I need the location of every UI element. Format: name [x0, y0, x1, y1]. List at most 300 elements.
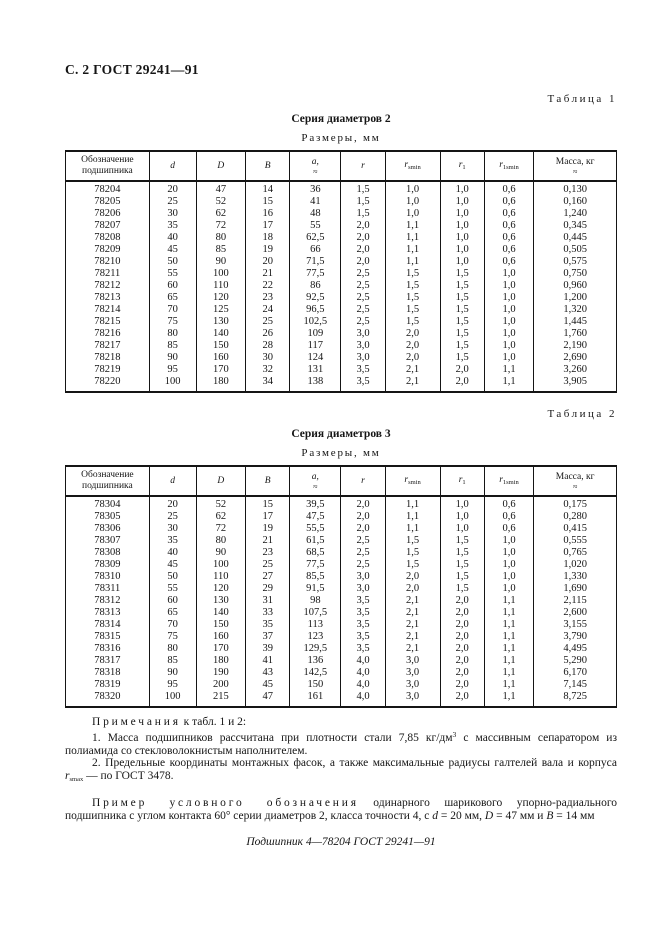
table-cell: 200: [196, 679, 246, 691]
table-cell: 75: [149, 631, 196, 643]
table-row: [66, 496, 617, 511]
table-cell: 1,5: [385, 268, 440, 280]
col-mass: Масса, кг ≈: [534, 151, 617, 181]
col-d: d: [149, 151, 196, 181]
table-cell: 66: [290, 244, 341, 256]
table-cell: 78314: [66, 619, 150, 631]
table-cell: 78209: [66, 244, 150, 256]
table1: [65, 150, 617, 393]
table-cell: 1,0: [440, 208, 484, 220]
table-cell: 170: [196, 643, 246, 655]
table-cell: 100: [149, 376, 196, 392]
table-cell: 0,6: [484, 208, 534, 220]
table-cell: 23: [246, 547, 290, 559]
table-cell: 78216: [66, 328, 150, 340]
table-cell: 0,280: [534, 511, 617, 523]
table-cell: 2,0: [385, 571, 440, 583]
table-row: [66, 256, 617, 268]
table-cell: 92,5: [290, 292, 341, 304]
table-cell: 98: [290, 595, 341, 607]
table-cell: 2,5: [341, 535, 385, 547]
table-cell: 78219: [66, 364, 150, 376]
table-cell: 2,1: [385, 595, 440, 607]
table-cell: 90: [149, 667, 196, 679]
table-cell: 1,0: [440, 220, 484, 232]
table-cell: 96,5: [290, 304, 341, 316]
table-cell: 77,5: [290, 268, 341, 280]
table-cell: 45: [149, 559, 196, 571]
table-cell: 1,0: [484, 535, 534, 547]
table-cell: 102,5: [290, 316, 341, 328]
table-cell: 25: [246, 559, 290, 571]
table-cell: 3,5: [341, 364, 385, 376]
col-r-smin: $r_{smin}$: [385, 151, 440, 181]
table-cell: 91,5: [290, 583, 341, 595]
table-cell: 1,0: [484, 292, 534, 304]
table-cell: 2,0: [341, 232, 385, 244]
table-cell: 1,760: [534, 328, 617, 340]
table-cell: 160: [196, 631, 246, 643]
table-row: [66, 244, 617, 256]
table-cell: 3,5: [341, 607, 385, 619]
table1-header: [66, 151, 617, 181]
table-cell: 1,0: [484, 340, 534, 352]
table-cell: 0,6: [484, 256, 534, 268]
table-cell: 1,5: [440, 571, 484, 583]
bearing-designation: Подшипник 4—78204 ГОСТ 29241—91: [246, 836, 436, 849]
table-row: [66, 607, 617, 619]
table-cell: 35: [246, 619, 290, 631]
table-cell: 0,960: [534, 280, 617, 292]
table-cell: 78208: [66, 232, 150, 244]
table-cell: 78204: [66, 181, 150, 196]
table-cell: 2,0: [341, 523, 385, 535]
table-cell: 78212: [66, 280, 150, 292]
table1-subtitle: Размеры, мм: [301, 132, 381, 144]
page-header: С. 2 ГОСТ 29241—91: [65, 62, 199, 77]
table-cell: 0,6: [484, 511, 534, 523]
table-cell: 180: [196, 655, 246, 667]
table-cell: 2,0: [440, 691, 484, 707]
table-cell: 100: [149, 691, 196, 707]
table-cell: 0,6: [484, 496, 534, 511]
table-row: [66, 559, 617, 571]
table-cell: 3,5: [341, 376, 385, 392]
table-cell: 7,145: [534, 679, 617, 691]
table-cell: 95: [149, 364, 196, 376]
table-cell: 3,790: [534, 631, 617, 643]
table-cell: 1,5: [440, 328, 484, 340]
table-cell: 47,5: [290, 511, 341, 523]
table-cell: 1,330: [534, 571, 617, 583]
table-cell: 3,260: [534, 364, 617, 376]
table-cell: 72: [196, 220, 246, 232]
table-cell: 0,575: [534, 256, 617, 268]
table-row: [66, 181, 617, 196]
table-row: [66, 679, 617, 691]
table-cell: 1,5: [385, 547, 440, 559]
table-cell: 47: [246, 691, 290, 707]
table-cell: 65: [149, 292, 196, 304]
table-cell: 0,6: [484, 181, 534, 196]
table-cell: 1,0: [440, 181, 484, 196]
table-cell: 62: [196, 511, 246, 523]
table-cell: 0,445: [534, 232, 617, 244]
table-cell: 2,0: [385, 583, 440, 595]
table-cell: 150: [196, 340, 246, 352]
table-cell: 85: [196, 244, 246, 256]
col-designation: Обозначение подшипника: [66, 466, 150, 496]
table-cell: 1,5: [440, 547, 484, 559]
table-cell: 45: [246, 679, 290, 691]
table-cell: 3,0: [385, 691, 440, 707]
table-cell: 0,415: [534, 523, 617, 535]
table-cell: 78305: [66, 511, 150, 523]
table-cell: 2,0: [341, 496, 385, 511]
col-r: r: [341, 151, 385, 181]
table-cell: 161: [290, 691, 341, 707]
table-cell: 14: [246, 181, 290, 196]
table-cell: 90: [196, 547, 246, 559]
table-row: [66, 547, 617, 559]
table-cell: 1,0: [440, 496, 484, 511]
table-cell: 4,0: [341, 691, 385, 707]
table-cell: 1,0: [440, 196, 484, 208]
table-cell: 35: [149, 220, 196, 232]
table-cell: 39,5: [290, 496, 341, 511]
table-cell: 32: [246, 364, 290, 376]
table-cell: 2,0: [440, 595, 484, 607]
table-cell: 50: [149, 256, 196, 268]
table-cell: 19: [246, 244, 290, 256]
table-cell: 1,5: [440, 340, 484, 352]
table-cell: 180: [196, 376, 246, 392]
table-cell: 2,600: [534, 607, 617, 619]
table-cell: 1,5: [440, 583, 484, 595]
table-cell: 80: [149, 328, 196, 340]
table-cell: 78313: [66, 607, 150, 619]
table-cell: 140: [196, 328, 246, 340]
table-cell: 24: [246, 304, 290, 316]
table-cell: 60: [149, 595, 196, 607]
table-cell: 80: [149, 643, 196, 655]
table-cell: 123: [290, 631, 341, 643]
table-cell: 1,0: [484, 583, 534, 595]
table-cell: 4,0: [341, 667, 385, 679]
table-cell: 78304: [66, 496, 150, 511]
table-cell: 1,5: [440, 316, 484, 328]
table-cell: 0,505: [534, 244, 617, 256]
col-r: r: [341, 466, 385, 496]
table-cell: 3,0: [341, 340, 385, 352]
col-a: a, ≈: [290, 466, 341, 496]
table-cell: 1,1: [484, 364, 534, 376]
table-cell: 0,6: [484, 244, 534, 256]
table-cell: 27: [246, 571, 290, 583]
table-cell: 3,0: [341, 328, 385, 340]
table-cell: 1,5: [440, 535, 484, 547]
table-cell: 43: [246, 667, 290, 679]
table-cell: 1,5: [385, 280, 440, 292]
table-cell: 78211: [66, 268, 150, 280]
table-cell: 29: [246, 583, 290, 595]
notes-section: [65, 716, 617, 787]
table-cell: 2,1: [385, 643, 440, 655]
table-cell: 129,5: [290, 643, 341, 655]
table-cell: 4,0: [341, 655, 385, 667]
table2-subtitle: Размеры, мм: [301, 447, 381, 459]
table-cell: 1,240: [534, 208, 617, 220]
table-cell: 78215: [66, 316, 150, 328]
table-cell: 124: [290, 352, 341, 364]
table-cell: 25: [149, 511, 196, 523]
table-cell: 2,0: [440, 619, 484, 631]
table-row: [66, 352, 617, 364]
table-row: [66, 583, 617, 595]
table-cell: 55: [149, 583, 196, 595]
table-cell: 26: [246, 328, 290, 340]
table-cell: 138: [290, 376, 341, 392]
table-cell: 2,0: [440, 643, 484, 655]
table-cell: 20: [149, 181, 196, 196]
table-cell: 2,5: [341, 292, 385, 304]
table-cell: 3,5: [341, 595, 385, 607]
table-cell: 142,5: [290, 667, 341, 679]
table-row: [66, 316, 617, 328]
table-cell: 3,5: [341, 643, 385, 655]
table-cell: 1,5: [440, 268, 484, 280]
table-cell: 0,160: [534, 196, 617, 208]
table-cell: 1,0: [385, 208, 440, 220]
table-cell: 78220: [66, 376, 150, 392]
col-r1: $r_1$: [440, 151, 484, 181]
table-cell: 1,0: [440, 244, 484, 256]
table-cell: 95: [149, 679, 196, 691]
table-cell: 1,5: [385, 559, 440, 571]
table-row: [66, 511, 617, 523]
table-cell: 75: [149, 316, 196, 328]
table-cell: 25: [246, 316, 290, 328]
table-row: [66, 304, 617, 316]
table-row: [66, 619, 617, 631]
table-cell: 39: [246, 643, 290, 655]
table-cell: 160: [196, 352, 246, 364]
table-cell: 1,0: [440, 511, 484, 523]
table-cell: 72: [196, 523, 246, 535]
table-cell: 150: [290, 679, 341, 691]
table-cell: 1,0: [484, 352, 534, 364]
table-cell: 71,5: [290, 256, 341, 268]
table-cell: 3,0: [385, 679, 440, 691]
table-cell: 1,5: [341, 208, 385, 220]
table-cell: 36: [290, 181, 341, 196]
table-cell: 78312: [66, 595, 150, 607]
col-B: B: [246, 151, 290, 181]
table-cell: 41: [246, 655, 290, 667]
table-cell: 1,0: [484, 559, 534, 571]
table-cell: 78308: [66, 547, 150, 559]
table-cell: 3,155: [534, 619, 617, 631]
table-cell: 2,0: [440, 376, 484, 392]
table-cell: 190: [196, 667, 246, 679]
table-cell: 2,5: [341, 547, 385, 559]
table-cell: 1,320: [534, 304, 617, 316]
table-cell: 23: [246, 292, 290, 304]
table-cell: 2,1: [385, 364, 440, 376]
table-cell: 1,0: [484, 571, 534, 583]
table-cell: 17: [246, 220, 290, 232]
col-D: D: [196, 151, 246, 181]
table-cell: 85: [149, 340, 196, 352]
col-a: a, ≈: [290, 151, 341, 181]
table-cell: 2,0: [440, 655, 484, 667]
table-cell: 1,5: [385, 535, 440, 547]
table-row: [66, 364, 617, 376]
table2-header: [66, 466, 617, 496]
table-cell: 1,1: [484, 667, 534, 679]
notes-heading: Примечания к табл. 1 и 2:: [92, 716, 247, 728]
col-r1-smin: $r_{1smin}$: [484, 151, 534, 181]
table-cell: 2,1: [385, 631, 440, 643]
table-cell: 78214: [66, 304, 150, 316]
table-row: [66, 691, 617, 707]
table-cell: 1,200: [534, 292, 617, 304]
table-cell: 3,0: [341, 583, 385, 595]
table-cell: 22: [246, 280, 290, 292]
table-row: [66, 667, 617, 679]
table-cell: 120: [196, 292, 246, 304]
table-cell: 100: [196, 268, 246, 280]
table-cell: 100: [196, 559, 246, 571]
table-row: [66, 196, 617, 208]
table-cell: 1,5: [440, 304, 484, 316]
table-cell: 78213: [66, 292, 150, 304]
table-cell: 3,0: [385, 655, 440, 667]
col-r1-smin: $r_{1smin}$: [484, 466, 534, 496]
table-cell: 86: [290, 280, 341, 292]
table-cell: 1,0: [385, 196, 440, 208]
col-r-smin: $r_{smin}$: [385, 466, 440, 496]
table-cell: 47: [196, 181, 246, 196]
table-cell: 70: [149, 619, 196, 631]
table-cell: 78210: [66, 256, 150, 268]
table-cell: 150: [196, 619, 246, 631]
table-cell: 2,0: [440, 667, 484, 679]
table-cell: 120: [196, 583, 246, 595]
table-row: [66, 220, 617, 232]
table-cell: 1,020: [534, 559, 617, 571]
table-cell: 90: [196, 256, 246, 268]
table-cell: 80: [196, 535, 246, 547]
table-cell: 1,445: [534, 316, 617, 328]
table-cell: 2,5: [341, 280, 385, 292]
table-cell: 1,0: [440, 232, 484, 244]
table-cell: 80: [196, 232, 246, 244]
col-d: d: [149, 466, 196, 496]
table-cell: 1,0: [484, 268, 534, 280]
table-cell: 113: [290, 619, 341, 631]
table-row: [66, 232, 617, 244]
table-cell: 1,1: [484, 643, 534, 655]
table-cell: 30: [149, 208, 196, 220]
table-cell: 1,0: [440, 523, 484, 535]
table-cell: 1,1: [385, 232, 440, 244]
table2: [65, 465, 617, 708]
table-cell: 78207: [66, 220, 150, 232]
table-row: [66, 631, 617, 643]
table-cell: 34: [246, 376, 290, 392]
table-cell: 0,6: [484, 232, 534, 244]
table-row: [66, 571, 617, 583]
table-row: [66, 328, 617, 340]
table2-title: Серия диаметров 3: [291, 428, 391, 440]
table-cell: 40: [149, 232, 196, 244]
table-cell: 55: [149, 268, 196, 280]
table-cell: 2,0: [440, 631, 484, 643]
table-cell: 78306: [66, 523, 150, 535]
table-cell: 3,0: [385, 667, 440, 679]
table-cell: 1,1: [484, 691, 534, 707]
table-row: [66, 268, 617, 280]
designation-example: Пример условного обозначения одинарного шарикового упорно-радиального подшипника с углом контакта 60° серии диаметров 2, класса точности 4, с d = 20 мм, D = 47 мм и B = 14 мм: [65, 796, 618, 823]
table-cell: 41: [290, 196, 341, 208]
table-cell: 60: [149, 280, 196, 292]
table-cell: 35: [149, 535, 196, 547]
table-cell: 40: [149, 547, 196, 559]
table-cell: 15: [246, 196, 290, 208]
table-cell: 65: [149, 607, 196, 619]
table-cell: 2,1: [385, 607, 440, 619]
table-cell: 1,0: [440, 256, 484, 268]
table-cell: 2,5: [341, 316, 385, 328]
table-cell: 2,190: [534, 340, 617, 352]
col-D: D: [196, 466, 246, 496]
table-cell: 109: [290, 328, 341, 340]
table-cell: 0,765: [534, 547, 617, 559]
table-cell: 21: [246, 268, 290, 280]
table-cell: 2,1: [385, 376, 440, 392]
table-cell: 2,0: [341, 220, 385, 232]
table-cell: 2,0: [440, 364, 484, 376]
table-cell: 20: [149, 496, 196, 511]
table-cell: 1,0: [484, 328, 534, 340]
table-cell: 110: [196, 280, 246, 292]
col-mass: Масса, кг ≈: [534, 466, 617, 496]
table-cell: 55,5: [290, 523, 341, 535]
table-cell: 8,725: [534, 691, 617, 707]
table-cell: 2,0: [385, 340, 440, 352]
table-cell: 2,690: [534, 352, 617, 364]
table-cell: 3,905: [534, 376, 617, 392]
table-cell: 62: [196, 208, 246, 220]
table-cell: 50: [149, 571, 196, 583]
table-row: [66, 655, 617, 667]
table-cell: 15: [246, 496, 290, 511]
table-cell: 61,5: [290, 535, 341, 547]
table-cell: 170: [196, 364, 246, 376]
table-cell: 1,1: [385, 220, 440, 232]
table-cell: 90: [149, 352, 196, 364]
table-cell: 78218: [66, 352, 150, 364]
table1-label: Таблица 1: [547, 93, 617, 105]
table-cell: 78205: [66, 196, 150, 208]
table-cell: 1,5: [385, 304, 440, 316]
table-cell: 1,5: [440, 352, 484, 364]
table-cell: 55: [290, 220, 341, 232]
table-cell: 52: [196, 496, 246, 511]
table-cell: 1,0: [484, 304, 534, 316]
table-cell: 78307: [66, 535, 150, 547]
